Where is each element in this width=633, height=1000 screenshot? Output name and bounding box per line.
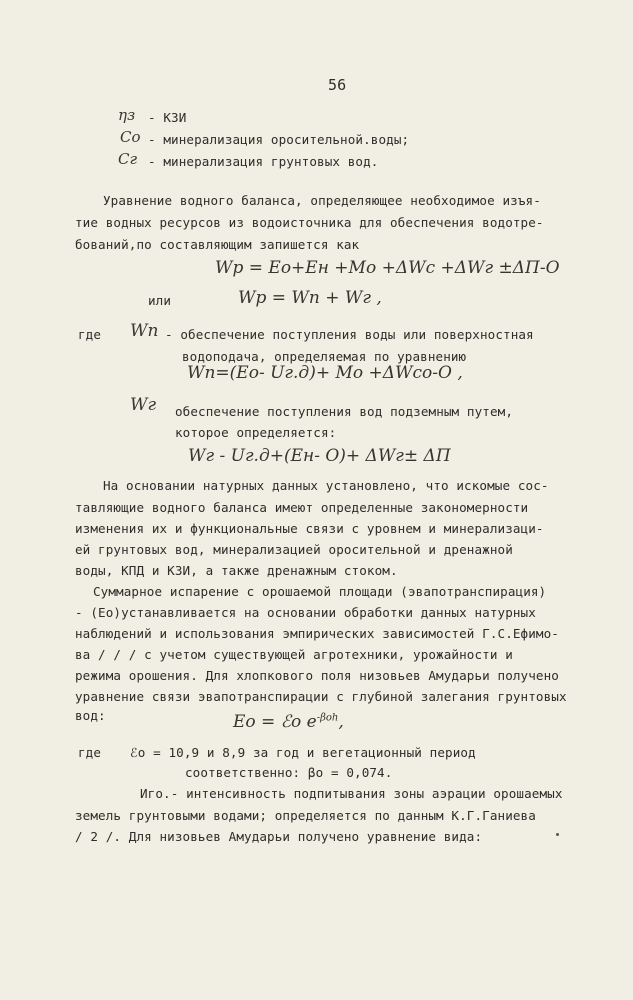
text-line: уравнение связи эвапотранспирации с глубиной залегания грунтовых <box>75 689 567 704</box>
equation-evapotranspiration-base: Eо = ℰо e <box>233 712 317 732</box>
text-line: тавляющие водного баланса имеют определенные закономерности <box>75 500 529 515</box>
symbol-wn: Wп <box>130 321 159 341</box>
symbol-eta: ηз <box>118 106 136 124</box>
text-line: ва / / / с учетом существующей агротехники, урожайности и <box>75 647 513 662</box>
text-line: тие водных ресурсов из водоисточника для обеспечения водотре- <box>75 215 544 230</box>
equation-wg: Wг - Uг.д+(Eн- О)+ ΔWг± ΔП <box>188 446 451 466</box>
text-line: - обеспечение поступления воды или поверхностная <box>165 327 534 342</box>
text-line: На основании натурных данных установлено, что искомые сос- <box>103 478 549 493</box>
def-line: - КЗИ <box>148 110 187 125</box>
text-line: которое определяется: <box>175 425 337 440</box>
where-label: где <box>78 745 102 760</box>
text-line: ей грунтовых вод, минерализацией оросительной и дренажной <box>75 542 513 557</box>
text-line: Иго.- интенсивность подпитывания зоны аэрации орошаемых <box>140 786 563 801</box>
page-number: 56 <box>328 76 347 94</box>
text-line: земель грунтовыми водами; определяется по данным К.Г.Ганиева <box>75 808 536 823</box>
equation-evapotranspiration-exponent: -βоh <box>316 712 339 724</box>
text-line: обеспечение поступления вод подземным путем, <box>175 404 514 419</box>
def-line: - минерализация оросительной.воды; <box>148 132 410 147</box>
def-line: - минерализация грунтовых вод. <box>148 154 379 169</box>
text-line: наблюдений и использования эмпирических зависимостей Г.С.Ефимо- <box>75 626 559 641</box>
where-label: где <box>78 327 102 342</box>
text-line: воды, КПД и КЗИ, а также дренажным стоком. <box>75 563 398 578</box>
text-line: Суммарное испарение с орошаемой площади (эвапотранспирация) <box>93 584 547 599</box>
ink-dot <box>556 833 559 836</box>
text-line: бований,по составляющим запишется как <box>75 237 360 252</box>
text-line: водоподача, определяемая по уравнению <box>182 349 467 364</box>
equation-evapotranspiration-comma: , <box>338 712 344 732</box>
text-line: Уравнение водного баланса, определяющее необходимое изъя- <box>103 193 541 208</box>
equation-sum: Wр = Wп + Wг , <box>238 288 382 308</box>
symbol-c0: Cо <box>120 128 141 146</box>
equation-wn: Wп=(Eо- Uг.д)+ Mо +ΔWсо-О , <box>187 363 463 383</box>
symbol-cg: Cг <box>118 150 138 168</box>
symbol-wg: Wг <box>130 395 157 415</box>
text-line: режима орошения. Для хлопкового поля низовьев Амударьи получено <box>75 668 559 683</box>
text-line: - (Eо)устанавливается на основании обработки данных натурных <box>75 605 536 620</box>
equation-water-balance: Wр = Eо+Eн +Mо +ΔWс +ΔWг ±ΔП-О <box>215 258 560 278</box>
text-line: вод: <box>75 708 106 723</box>
text-line: соответственно: βо = 0,074. <box>185 765 393 780</box>
text-line: ℰо = 10,9 и 8,9 за год и вегетационный период <box>130 745 476 760</box>
equation-or-label: или <box>148 293 172 308</box>
text-line: изменения их и функциональные связи с уровнем и минерализаци- <box>75 521 544 536</box>
equation-evapotranspiration <box>233 712 344 732</box>
text-line: / 2 /. Для низовьев Амударьи получено уравнение вида: <box>75 829 483 844</box>
